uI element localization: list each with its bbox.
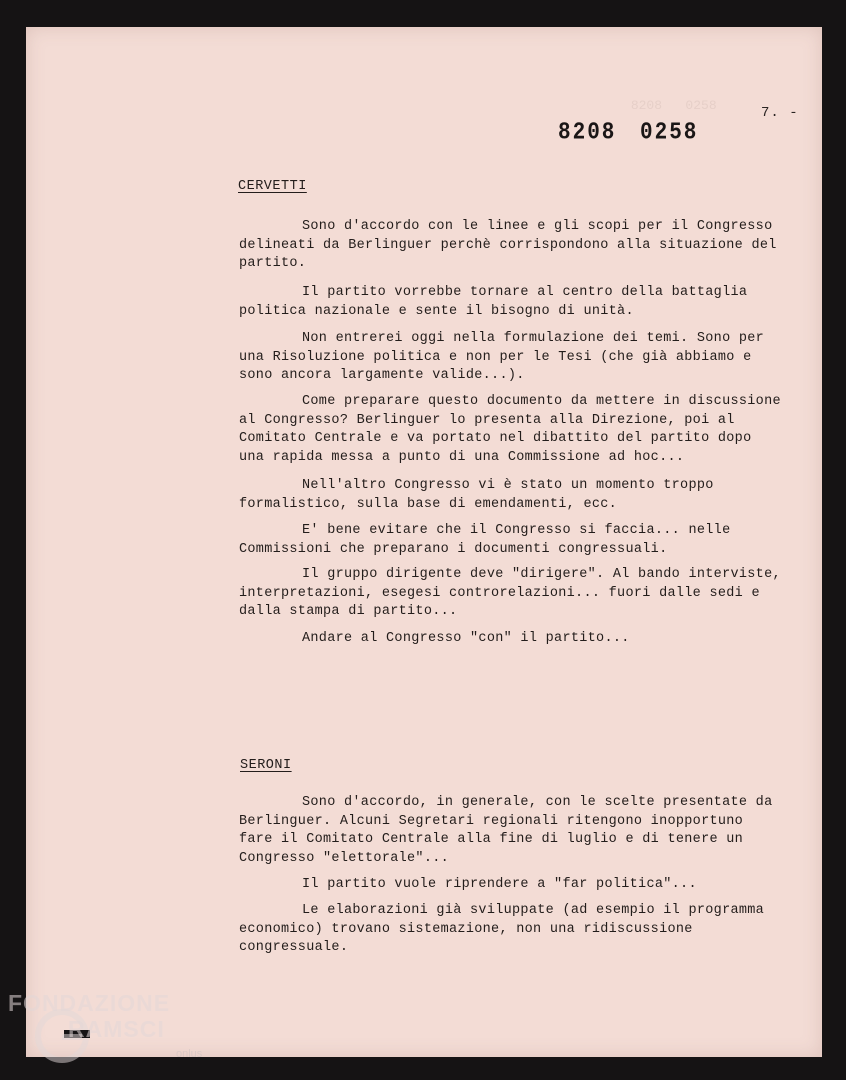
watermark-line1: FONDAZIONE (8, 990, 171, 1016)
paragraph: Sono d'accordo, in generale, con le scelte presentate da Berlinguer. Alcuni Segretari regionali ritengono inopportuno fare il Comitato Centrale alla fine di luglio e di tenere un Congresso "elettorale"... (239, 795, 773, 866)
fondazione-gramsci-watermark (8, 990, 228, 1070)
paragraph: Come preparare questo documento da mettere in discussione al Congresso? Berlinguer lo presenta alla Direzione, poi al Comitato Centrale e va portato nel dibattito del partito dopo una rapida messa a punto di una Commissione ad hoc... (239, 394, 781, 465)
paragraph: Il gruppo dirigente deve "dirigere". Al bando interviste, interpretazioni, esegesi controrelazioni... fuori dalle sedi e dalla stampa di partito... (239, 567, 781, 619)
bleed-through-text: 8208 0258 (506, 98, 717, 113)
paragraph: Il partito vorrebbe tornare al centro della battaglia politica nazionale e sente il bisogno di unità. (239, 285, 748, 319)
page-number: 7. - (761, 105, 799, 121)
speaker-heading-cervetti: CERVETTI (238, 179, 307, 194)
document-page (26, 27, 822, 1057)
paragraph: Sono d'accordo con le linee e gli scopi per il Congresso delineati da Berlinguer perchè corrispondono alla situazione del partito. (239, 219, 777, 271)
paragraph: Non entrerei oggi nella formulazione dei temi. Sono per una Risoluzione politica e non per le Tesi (che già abbiamo e sono ancora largamente valide...). (239, 331, 765, 383)
paragraph: E' bene evitare che il Congresso si faccia... nelle Commissioni che preparano i documenti congressuali. (239, 523, 731, 557)
archive-stamp-left: 8208 (558, 120, 617, 147)
watermark-line2: RAMSCI (68, 1016, 165, 1042)
paragraph: Il partito vuole riprendere a "far politica"... (302, 877, 697, 892)
speaker-heading-seroni: SERONI (240, 758, 292, 773)
paragraph: Nell'altro Congresso vi è stato un momento troppo formalistico, sulla base di emendamenti, ecc. (239, 478, 714, 512)
paragraph: Andare al Congresso "con" il partito... (302, 631, 630, 646)
watermark-sub: onlus (176, 1048, 203, 1060)
paragraph: Le elaborazioni già sviluppate (ad esempio il programma economico) trovano sistemazione, non una ridiscussione congressuale. (239, 903, 765, 955)
archive-stamp-right: 0258 (640, 120, 699, 147)
